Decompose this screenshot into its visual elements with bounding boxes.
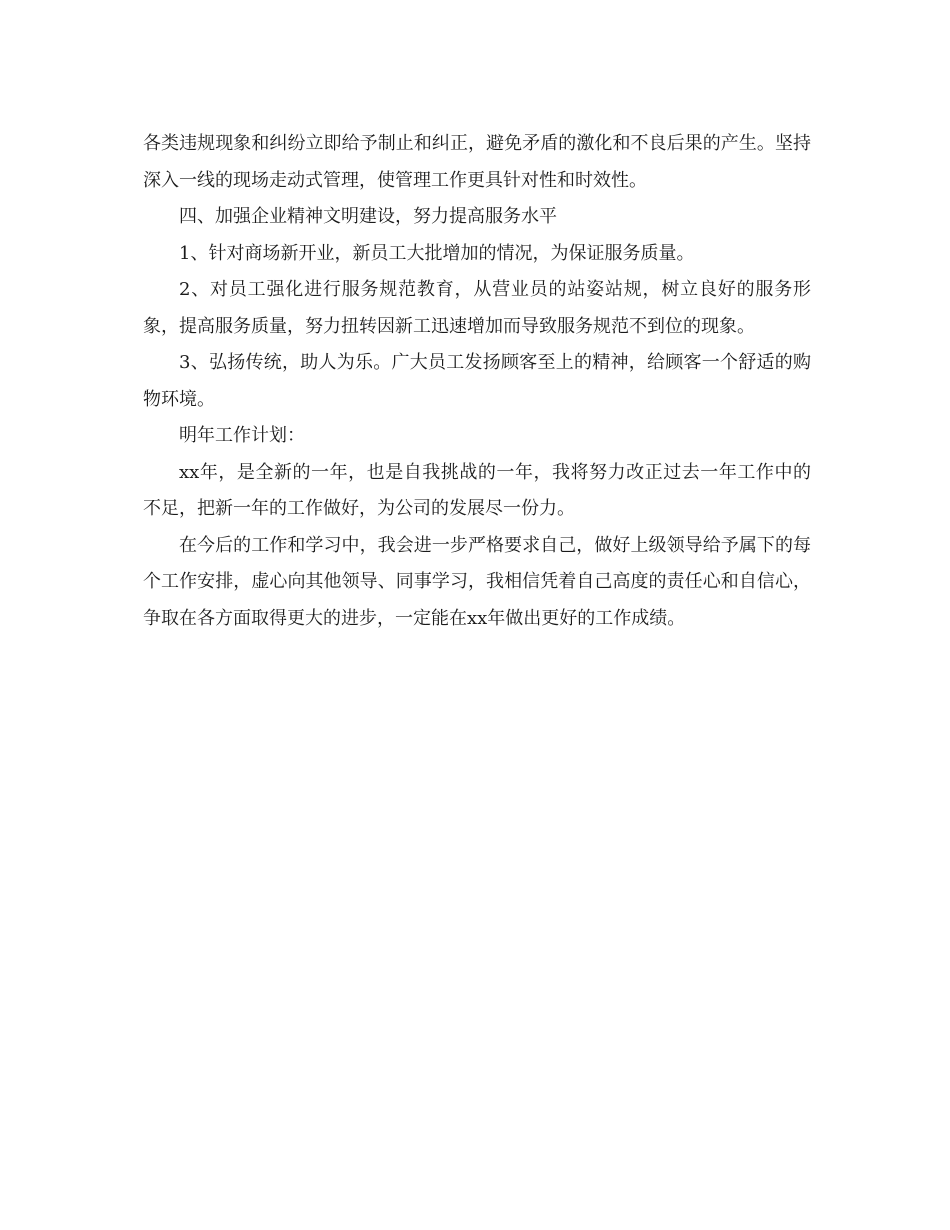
paragraph: xx年，是全新的一年，也是自我挑战的一年，我将努力改正过去一年工作中的不足，把新一年的工作做好，为公司的发展尽一份力。	[143, 461, 811, 519]
plan-heading: 明年工作计划：	[179, 425, 305, 446]
document-body	[143, 126, 811, 637]
section-heading: 四、加强企业精神文明建设，努力提高服务水平	[179, 206, 557, 227]
list-item: 2、对员工强化进行服务规范教育，从营业员的站姿站规，树立良好的服务形象，提高服务质量，努力扭转因新工迅速增加而导致服务规范不到位的现象。	[143, 279, 811, 337]
list-item: 3、弘扬传统，助人为乐。广大员工发扬顾客至上的精神，给顾客一个舒适的购物环境。	[143, 352, 811, 410]
paragraph: 在今后的工作和学习中，我会进一步严格要求自己，做好上级领导给予属下的每个工作安排，虚心向其他领导、同事学习，我相信凭着自己高度的责任心和自信心，争取在各方面取得更大的进步，一定能在xx年做出更好的工作成绩。	[143, 534, 811, 629]
list-item: 1、针对商场新开业，新员工大批增加的情况，为保证服务质量。	[179, 242, 695, 264]
paragraph-continuation: 各类违规现象和纠纷立即给予制止和纠正，避免矛盾的激化和不良后果的产生。坚持深入一线的现场走动式管理，使管理工作更具针对性和时效性。	[143, 133, 811, 191]
